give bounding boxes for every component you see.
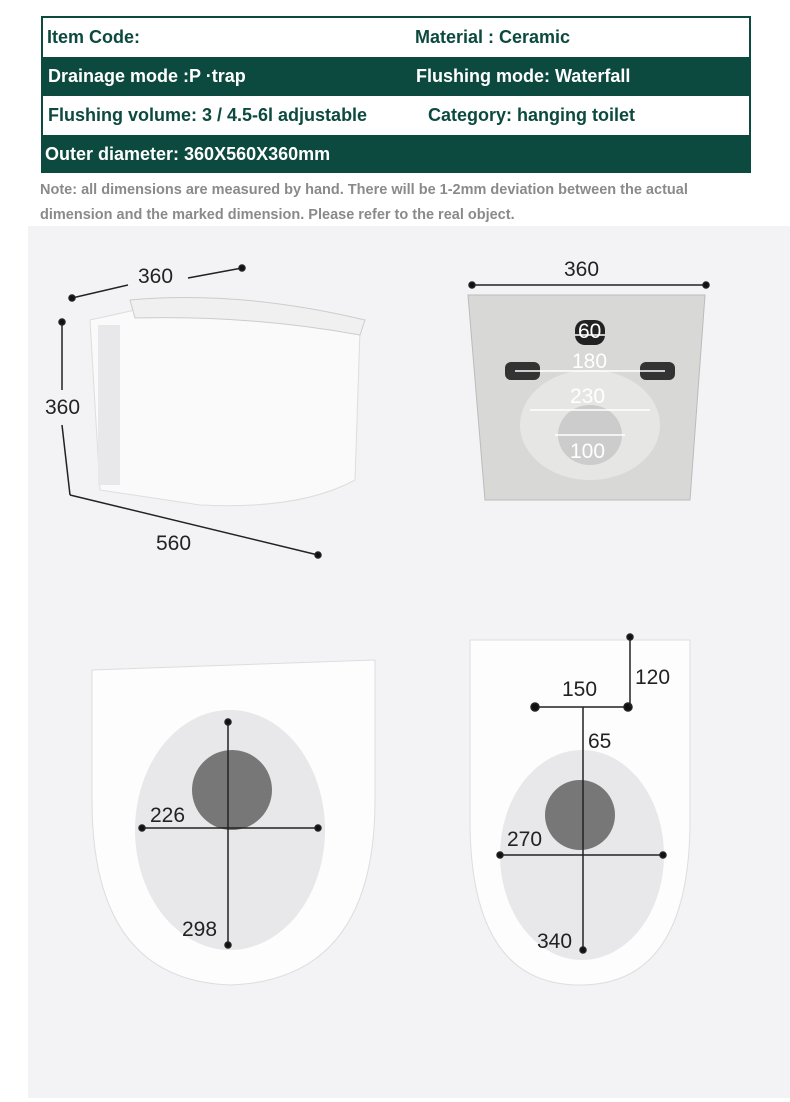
item-code: Item Code: xyxy=(47,27,141,47)
back-width-label: 360 xyxy=(564,258,600,281)
d65-label: 65 xyxy=(588,730,612,753)
top-left-length-label: 298 xyxy=(182,918,218,941)
side-width-label: 360 xyxy=(138,265,174,288)
outer-diameter: Outer diameter: 360X560X360mm xyxy=(45,144,331,164)
holes-distance-label: 150 xyxy=(562,678,598,701)
back-d3-label: 230 xyxy=(570,385,606,408)
top-view-left-toilet xyxy=(92,660,375,985)
back-d1-label: 60 xyxy=(578,320,602,343)
side-view-toilet xyxy=(90,298,365,506)
back-d2-label: 180 xyxy=(572,350,608,373)
top-right-width-label: 270 xyxy=(507,828,543,851)
top-left-width-label: 226 xyxy=(150,804,186,827)
flushing-volume: Flushing volume: 3 / 4.5-6l adjustable xyxy=(48,105,368,125)
back-d4-label: 100 xyxy=(570,440,606,463)
top-right-length-label: 340 xyxy=(537,930,573,953)
measurement-note: Note: all dimensions are measured by hand. There will be 1-2mm deviation between the actual dimension and the marked dimension. Please refer to the real object. xyxy=(40,182,688,223)
back-dimension-lines xyxy=(469,282,709,288)
holes-offset-label: 120 xyxy=(635,666,671,689)
side-height-label: 360 xyxy=(45,396,81,419)
flushing-mode: Flushing mode: Waterfall xyxy=(416,66,631,86)
drainage-mode: Drainage mode :P ·trap xyxy=(48,66,246,86)
side-length-label: 560 xyxy=(156,532,192,555)
category: Category: hanging toilet xyxy=(428,105,635,125)
material: Material : Ceramic xyxy=(415,27,571,47)
